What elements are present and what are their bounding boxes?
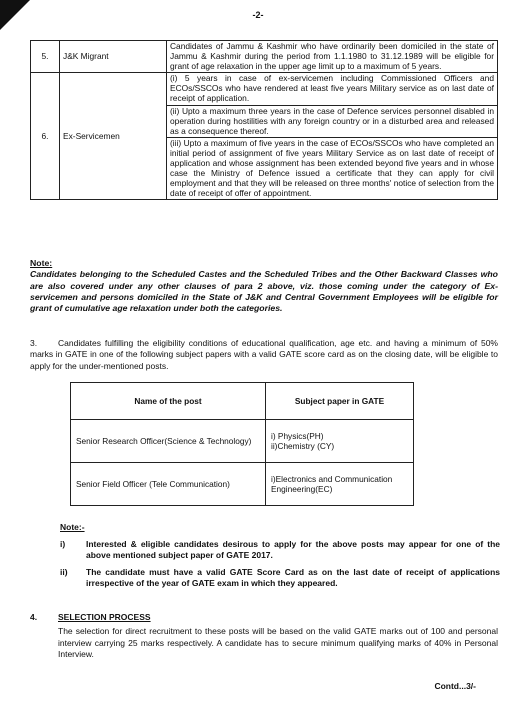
subject-papers (266, 463, 414, 506)
column-header: Name of the post (71, 383, 266, 420)
paragraph-3 (30, 338, 498, 372)
table-row (71, 463, 414, 506)
item-number: i) (60, 539, 66, 550)
item-number: ii) (60, 567, 68, 578)
list-item (60, 567, 500, 589)
continued-marker: Contd...3/- (434, 681, 476, 691)
post-name: Senior Field Officer (Tele Communication) (71, 463, 266, 506)
row-description: (i) 5 years in case of ex-servicemen including Commissioned Officers and ECOs/SSCOs who have rendered at least five years Military service as on last date of receipt of application. (167, 73, 498, 105)
row-category: J&K Migrant (60, 41, 167, 73)
row-description: (iii) Upto a maximum of five years in the case of ECOs/SSCOs who have completed an initial period of assignment of five years Military Service as on last date of receipt of application and whose assignment has been extended beyond five years and in whose case the Ministry of Defence issued a certificate that they can apply for civil employment and that they will be released on three months' notice of selection from the date of receipt of offer of appointment. (167, 138, 498, 200)
row-category: Ex-Servicemen (60, 73, 167, 200)
section-text: The selection for direct recruitment to these posts will be based on the valid GATE marks out of 100 and personal interview carrying 25 marks respectively. A candidate has to secure minimum qualifying marks of 40% in Personal Interview. (58, 626, 498, 660)
table-row (31, 73, 498, 105)
subject-paper: i)Electronics and Communication Engineering(EC) (271, 473, 393, 494)
subject-paper: ii)Chemistry (CY) (271, 441, 335, 451)
note-label: Note:- (60, 522, 85, 532)
note-section (30, 258, 498, 315)
paragraph-number: 3. (30, 338, 38, 348)
posts-table (70, 382, 414, 506)
section-title: SELECTION PROCESS (58, 612, 151, 622)
post-name: Senior Research Officer(Science & Technology) (71, 420, 266, 463)
note-label: Note: (30, 258, 53, 268)
row-serial: 5. (31, 41, 60, 73)
item-text: Interested & eligible candidates desirous to apply for the above posts may appear for one of the above mentioned subject paper of GATE 2017. (86, 539, 500, 561)
note-2-section (60, 522, 500, 595)
subject-papers (266, 420, 414, 463)
table-row (71, 420, 414, 463)
section-number: 4. (30, 612, 38, 622)
row-description: (ii) Upto a maximum three years in the case of Defence services personnel disabled in operation during hostilities with any foreign country or in a disturbed area and released as a consequence thereof. (167, 105, 498, 137)
list-item (60, 539, 500, 561)
row-serial: 6. (31, 73, 60, 200)
section-4 (30, 612, 498, 661)
table-row (31, 41, 498, 73)
subject-paper: i) Physics(PH) (271, 430, 324, 441)
table-header-row (71, 383, 414, 420)
age-relaxation-table (30, 40, 498, 200)
column-header: Subject paper in GATE (266, 383, 414, 420)
note-text: Candidates belonging to the Scheduled Castes and the Scheduled Tribes and the Other Backward Classes who are also covered under any other clauses of para 2 above, viz. those coming under the category of Ex-servicemen and persons domiciled in the State of J&K and Central Government Employees will be eligible for grant of cumulative age relaxation under both the categories. (30, 269, 498, 314)
page-number: -2- (252, 10, 264, 20)
row-description: Candidates of Jammu & Kashmir who have ordinarily been domiciled in the state of Jammu & Kashmir during the period from 1.1.1980 to 31.12.1989 will be eligible for grant of age relaxation in the upper age limit up to a maximum of 5 years. (167, 41, 498, 73)
paragraph-text: Candidates fulfilling the eligibility conditions of educational qualification, age etc. and having a minimum of 50% marks in GATE in one of the following subject papers with a valid GATE score card as on the closing date, will be eligible to apply for the under-mentioned posts. (30, 338, 498, 371)
section-heading (30, 612, 498, 623)
item-text: The candidate must have a valid GATE Score Card as on the last date of receipt of applications irrespective of the year of GATE exam in which they appeared. (86, 567, 500, 589)
